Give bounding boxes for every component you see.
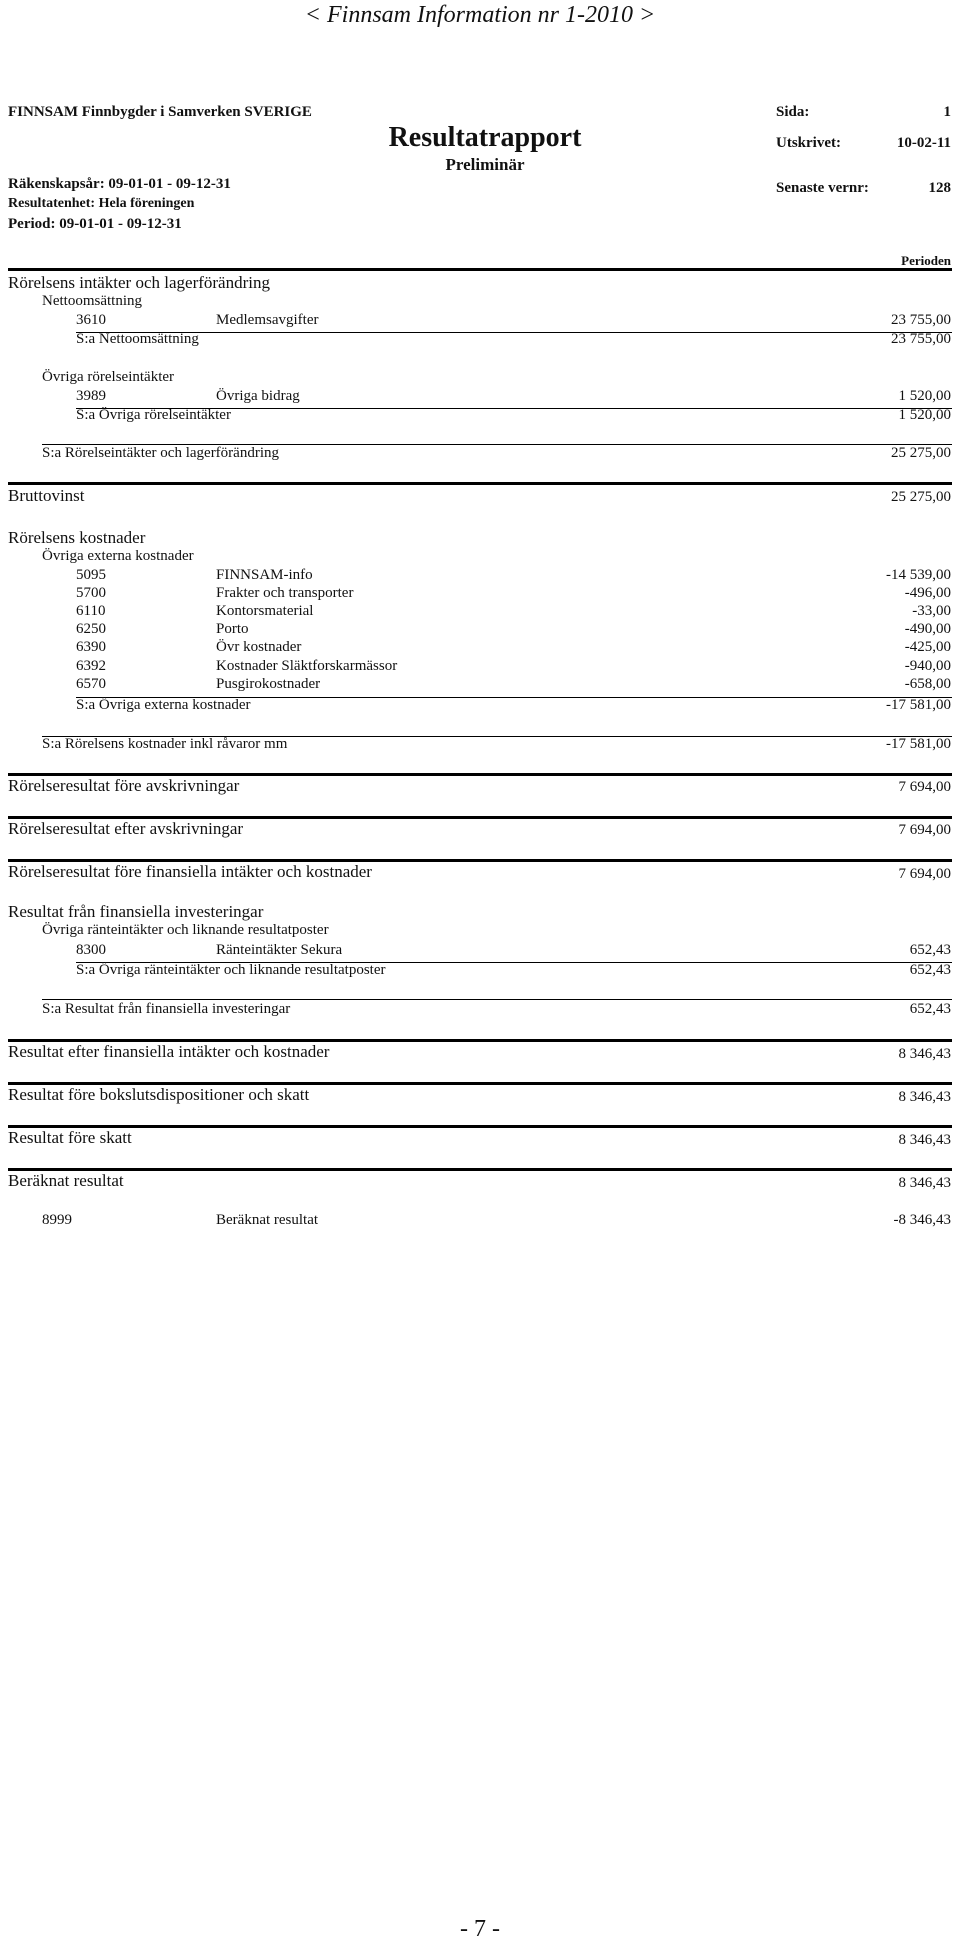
page-number: - 7 - (460, 1916, 500, 1942)
account-code: 8300 (76, 942, 106, 958)
account-name: Medlemsavgifter (216, 312, 319, 328)
result-label: Resultat före bokslutsdispositioner och skatt (8, 1085, 310, 1104)
section-title: Rörelsens intäkter och lagerförändring (8, 273, 270, 292)
account-code: 6390 (76, 639, 106, 655)
account-name: Kontorsmaterial (216, 603, 314, 619)
group-title: Övriga ränteintäkter och liknande resultatposter (42, 922, 329, 938)
result-amount: 8 346,43 (898, 1132, 951, 1148)
result-label: Beräknat resultat (8, 1171, 124, 1190)
group-total-amount: 652,43 (909, 962, 951, 978)
result-label: Rörelseresultat före avskrivningar (8, 776, 240, 795)
section-total-amount: -17 581,00 (886, 736, 951, 752)
group-total-amount: 1 520,00 (898, 407, 951, 423)
printed-value: 10-02-11 (896, 135, 951, 151)
account-amount: 23 755,00 (891, 312, 951, 328)
account-code: 5700 (76, 585, 106, 601)
column-header-period: Perioden (901, 253, 951, 268)
page-value: 1 (943, 104, 951, 120)
report-title: Resultatrapport (388, 122, 582, 153)
result-amount: 8 346,43 (898, 1175, 951, 1191)
group-total-label: S:a Övriga rörelseintäkter (76, 407, 231, 423)
account-name: Frakter och transporter (216, 585, 354, 601)
result-label: Resultat före skatt (8, 1128, 132, 1147)
fiscal-year: Räkenskapsår: 09-01-01 - 09-12-31 (8, 176, 231, 192)
group-title: Nettoomsättning (42, 293, 142, 309)
account-amount: -33,00 (912, 603, 951, 619)
account-code: 6570 (76, 676, 106, 692)
report-subtitle: Preliminär (445, 155, 525, 174)
result-label: Resultat efter finansiella intäkter och kostnader (8, 1042, 330, 1061)
section-total-label: S:a Rörelsens kostnader inkl råvaror mm (42, 736, 288, 752)
account-name: Kostnader Släktforskarmässor (216, 658, 398, 674)
result-unit: Resultatenhet: Hela föreningen (8, 196, 195, 211)
result-amount: 7 694,00 (898, 866, 951, 882)
page-header: < Finnsam Information nr 1-2010 > (304, 2, 656, 28)
section-rule (8, 1125, 952, 1128)
result-amount: 7 694,00 (898, 779, 951, 795)
account-name: Övriga bidrag (216, 388, 300, 404)
account-name: Ränteintäkter Sekura (216, 942, 343, 958)
group-total-label: S:a Övriga externa kostnader (76, 697, 251, 713)
gross-profit-label: Bruttovinst (8, 486, 85, 505)
account-amount: 652,43 (909, 942, 951, 958)
account-code: 6250 (76, 621, 106, 637)
account-code: 5095 (76, 567, 106, 583)
account-amount: -496,00 (904, 585, 951, 601)
result-amount: 7 694,00 (898, 822, 951, 838)
section-total-amount: 25 275,00 (891, 445, 951, 461)
account-code: 6392 (76, 658, 106, 674)
result-amount: 8 346,43 (898, 1046, 951, 1062)
result-amount: 8 346,43 (898, 1089, 951, 1105)
gross-profit-amount: 25 275,00 (891, 489, 951, 505)
account-code: 8999 (42, 1212, 72, 1228)
last-ver-value: 128 (928, 180, 951, 196)
page-label: Sida: (776, 104, 810, 120)
group-title: Övriga externa kostnader (42, 548, 194, 564)
header-rule (8, 268, 952, 271)
account-amount: -940,00 (904, 658, 951, 674)
section-rule (8, 1168, 952, 1171)
group-total-label: S:a Nettoomsättning (76, 331, 199, 347)
period: Period: 09-01-01 - 09-12-31 (8, 216, 182, 232)
account-name: Pusgirokostnader (216, 676, 321, 692)
last-ver-label: Senaste vernr: (776, 180, 869, 196)
section-total-label: S:a Resultat från finansiella investeringar (42, 1001, 291, 1017)
section-total-amount: 652,43 (909, 1001, 951, 1017)
section-rule (8, 482, 952, 485)
section-title: Rörelsens kostnader (8, 528, 146, 547)
section-title: Resultat från finansiella investeringar (8, 902, 264, 921)
account-amount: 1 520,00 (898, 388, 951, 404)
account-name: Porto (216, 621, 249, 637)
account-name: FINNSAM-info (216, 567, 313, 583)
account-amount: -658,00 (904, 676, 951, 692)
result-label: Rörelseresultat före finansiella intäkter och kostnader (8, 862, 372, 881)
group-total-amount: -17 581,00 (886, 697, 951, 713)
org-name: FINNSAM Finnbygder i Samverken SVERIGE (8, 104, 312, 120)
account-name: Beräknat resultat (216, 1212, 319, 1228)
group-title: Övriga rörelseintäkter (42, 369, 175, 385)
printed-label: Utskrivet: (776, 135, 841, 151)
group-total-label: S:a Övriga ränteintäkter och liknande resultatposter (76, 962, 386, 978)
group-total-amount: 23 755,00 (891, 331, 951, 347)
account-amount: -14 539,00 (886, 567, 951, 583)
account-name: Övr kostnader (216, 639, 302, 655)
account-amount: -8 346,43 (893, 1212, 951, 1228)
account-amount: -425,00 (904, 639, 951, 655)
account-amount: -490,00 (904, 621, 951, 637)
section-total-label: S:a Rörelseintäkter och lagerförändring (42, 445, 279, 461)
result-label: Rörelseresultat efter avskrivningar (8, 819, 244, 838)
account-code: 3989 (76, 388, 106, 404)
account-code: 3610 (76, 312, 106, 328)
account-code: 6110 (76, 603, 106, 619)
subtotal-rule (42, 999, 952, 1000)
